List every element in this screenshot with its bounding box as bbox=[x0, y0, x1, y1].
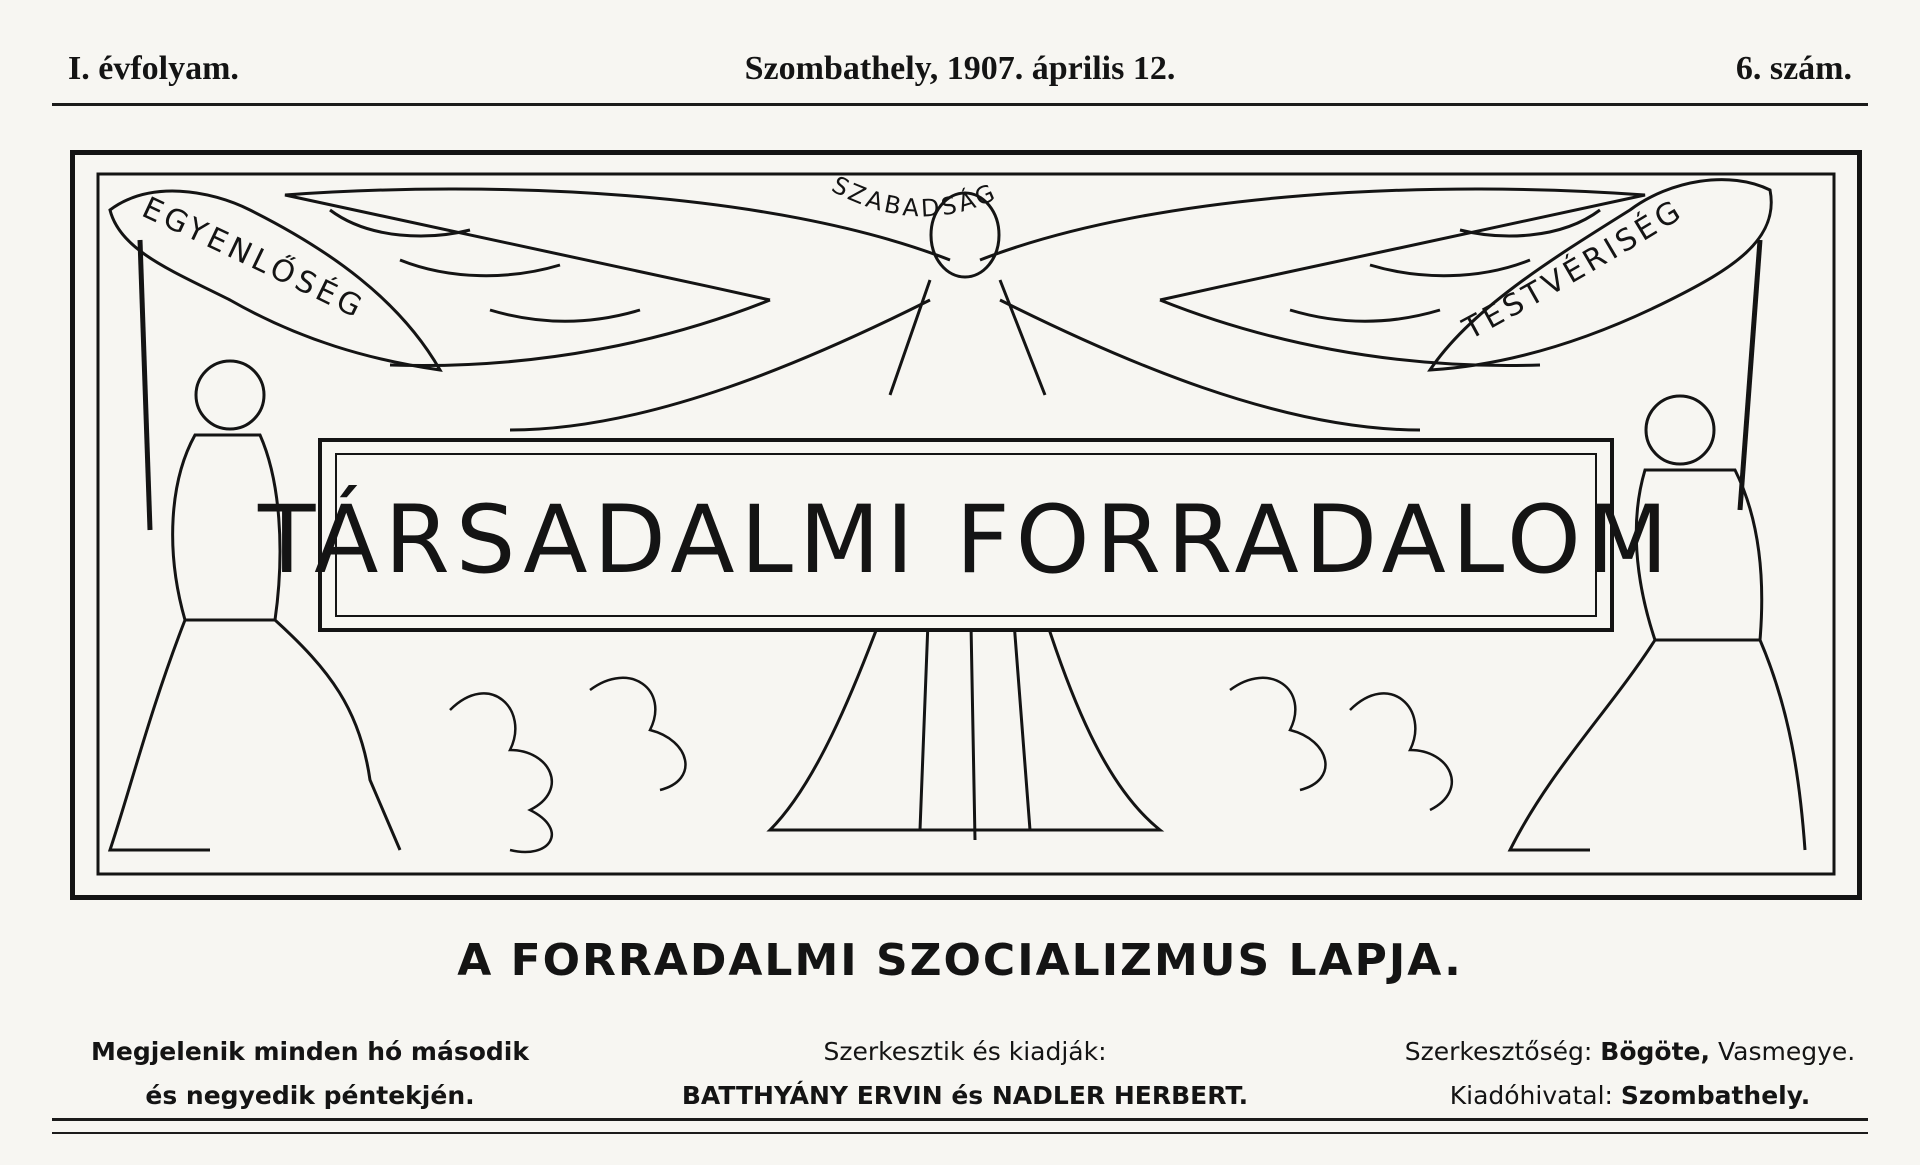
bottom-rule-2 bbox=[52, 1132, 1868, 1134]
editorial-office bbox=[1360, 1030, 1900, 1074]
banner-left-text: EGYENLŐSÉG bbox=[136, 190, 371, 327]
dateline bbox=[50, 40, 1870, 100]
masthead-illustration bbox=[70, 150, 1862, 900]
publishing-office bbox=[1360, 1074, 1900, 1118]
wings bbox=[285, 189, 1645, 430]
editors bbox=[570, 1030, 1360, 1118]
oak-foliage bbox=[450, 678, 1452, 852]
publishing-office-town: Szombathely. bbox=[1620, 1081, 1811, 1110]
schedule-line-1: Megjelenik minden hó második bbox=[91, 1037, 529, 1066]
subtitle: A FORRADALMI SZOCIALIZMUS LAPJA. bbox=[457, 935, 1463, 986]
publishing-office-label: Kiadóhivatal: bbox=[1449, 1081, 1613, 1110]
banner-center-text: SZABADSÁG bbox=[827, 170, 1002, 223]
banner-right-text: TESTVÉRISÉG bbox=[1457, 192, 1691, 347]
offices bbox=[1360, 1030, 1900, 1118]
editorial-office-town: Bögöte, bbox=[1600, 1037, 1711, 1066]
editorial-office-county: Vasmegye. bbox=[1717, 1037, 1856, 1066]
editors-names: BATTHYÁNY ERVIN és NADLER HERBERT. bbox=[681, 1081, 1249, 1110]
issue-number: 6. szám. bbox=[1735, 50, 1852, 87]
bottom-rule-1 bbox=[52, 1118, 1868, 1121]
publication-schedule bbox=[50, 1030, 570, 1118]
editorial-office-label: Szerkesztőség: bbox=[1404, 1037, 1593, 1066]
masthead-title: TÁRSADALMI FORRADALOM bbox=[258, 486, 1674, 595]
editors-label: Szerkesztik és kiadják: bbox=[823, 1037, 1107, 1066]
top-rule bbox=[52, 103, 1868, 106]
place-date: Szombathely, 1907. április 12. bbox=[744, 50, 1176, 87]
schedule-line-2: és negyedik péntekjén. bbox=[145, 1081, 475, 1110]
volume-label: I. évfolyam. bbox=[68, 50, 239, 87]
